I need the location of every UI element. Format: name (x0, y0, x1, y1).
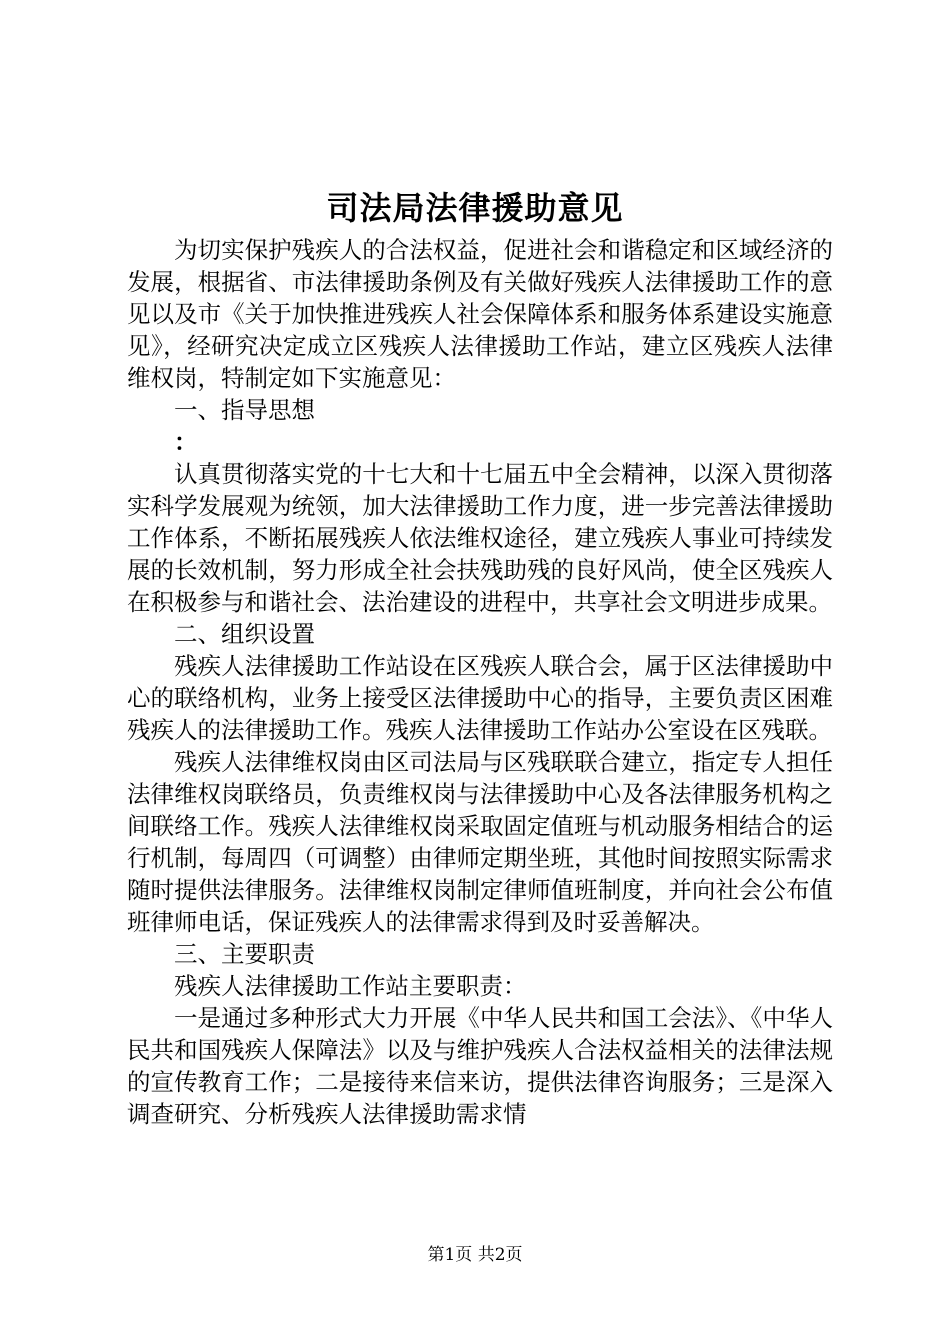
paragraph-duties-list: 一是通过多种形式大力开展《中华人民共和国工会法》、《中华人民共和国残疾人保障法》以及与维护残疾人合法权益相关的法律法规的宣传教育工作；二是接待来信来访，提供法律咨询服务；三是深入调查研究、分析残疾人法律援助需求情 (127, 1004, 833, 1128)
page-footer: 第1页 共2页 (427, 1245, 523, 1265)
heading-organization: 二、组织设置 (174, 620, 315, 648)
paragraph-intro: 为切实保护残疾人的合法权益，促进社会和谐稳定和区域经济的发展，根据省、市法律援助条例及有关做好残疾人法律援助工作的意见以及市《关于加快推进残疾人社会保障体系和服务体系建设实施意见》，经研究决定成立区残疾人法律援助工作站，建立区残疾人法律维权岗，特制定如下实施意见： (127, 236, 833, 392)
heading-guiding-ideology: 一、指导思想 (174, 396, 315, 424)
heading-main-duties: 三、主要职责 (174, 940, 315, 968)
document-body (127, 234, 833, 1130)
document-title: 司法局法律援助意见 (326, 189, 624, 227)
paragraph-duties-intro: 残疾人法律援助工作站主要职责： (174, 972, 527, 1000)
paragraph-rights-post: 残疾人法律维权岗由区司法局与区残联联合建立，指定专人担任法律维权岗联络员，负责维权岗与法律援助中心及各法律服务机构之间联络工作。残疾人法律维权岗采取固定值班与机动服务相结合的运行机制，每周四（可调整）由律师定期坐班，其他时间按照实际需求随时提供法律服务。法律维权岗制定律师值班制度，并向社会公布值班律师电话，保证残疾人的法律需求得到及时妥善解决。 (127, 748, 833, 936)
stray-colon: ： (174, 428, 198, 456)
paragraph-workstation: 残疾人法律援助工作站设在区残疾人联合会，属于区法律援助中心的联络机构，业务上接受区法律援助中心的指导，主要负责区困难残疾人的法律援助工作。残疾人法律援助工作站办公室设在区残联。 (127, 652, 833, 744)
paragraph-guiding-ideology: 认真贯彻落实党的十七大和十七届五中全会精神，以深入贯彻落实科学发展观为统领，加大法律援助工作力度，进一步完善法律援助工作体系，不断拓展残疾人依法维权途径，建立残疾人事业可持续发展的长效机制，努力形成全社会扶残助残的良好风尚，使全区残疾人在积极参与和谐社会、法治建设的进程中，共享社会文明进步成果。 (127, 460, 833, 616)
